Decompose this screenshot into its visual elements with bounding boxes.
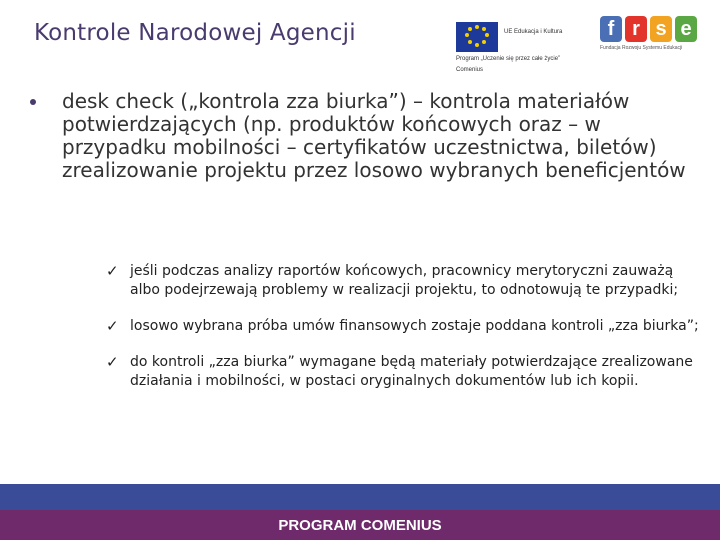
eu-comenius-logo — [456, 22, 576, 78]
checklist-item — [106, 353, 706, 391]
eu-program-caption: Program „Uczenie się przez całe życie” — [456, 56, 561, 62]
checklist-item — [106, 262, 706, 300]
bullet-dot-icon — [30, 99, 36, 105]
frse-subtitle: Fundacja Rozwoju Systemu Edukacji — [600, 45, 683, 51]
footer-band — [0, 484, 720, 510]
checklist-item-text: do kontroli „zza biurka” wymagane będą materiały potwierdzające zrealizowane działania i mobilności, w postaci oryginalnych dokumentów lub ich kopii. — [130, 354, 693, 389]
checkmark-icon: ✓ — [106, 317, 119, 335]
main-bullet — [30, 90, 710, 182]
frse-letter: f — [600, 16, 622, 42]
footer-bar — [0, 510, 720, 540]
checkmark-icon: ✓ — [106, 262, 119, 280]
checklist — [106, 262, 706, 408]
frse-logo — [600, 16, 700, 64]
checklist-item-text: losowo wybrana próba umów finansowych zostaje poddana kontroli „zza biurka”; — [130, 318, 699, 334]
frse-letter: r — [625, 16, 647, 42]
frse-letter: e — [675, 16, 697, 42]
eu-flag-icon — [456, 22, 498, 52]
footer-label: PROGRAM COMENIUS — [278, 516, 442, 534]
checkmark-icon: ✓ — [106, 353, 119, 371]
main-bullet-text: desk check („kontrola zza biurka”) – kontrola materiałów potwierdzających (np. produktów końcowych oraz – w przypadku mobilności – certyfikatów uczestnictwa, biletów) zrealizowanie projektu przez losowo wybranych beneficjentów — [62, 89, 686, 182]
checklist-item — [106, 317, 706, 336]
frse-letter: s — [650, 16, 672, 42]
page-title: Kontrole Narodowej Agencji — [34, 20, 356, 46]
eu-program-name: Comenius — [456, 67, 484, 73]
checklist-item-text: jeśli podczas analizy raportów końcowych, pracownicy merytoryczni zauważą albo podejrzewają problemy w realizacji projektu, to odnotowują te przypadki; — [130, 263, 679, 298]
eu-caption: UE Edukacja i Kultura — [504, 29, 563, 35]
